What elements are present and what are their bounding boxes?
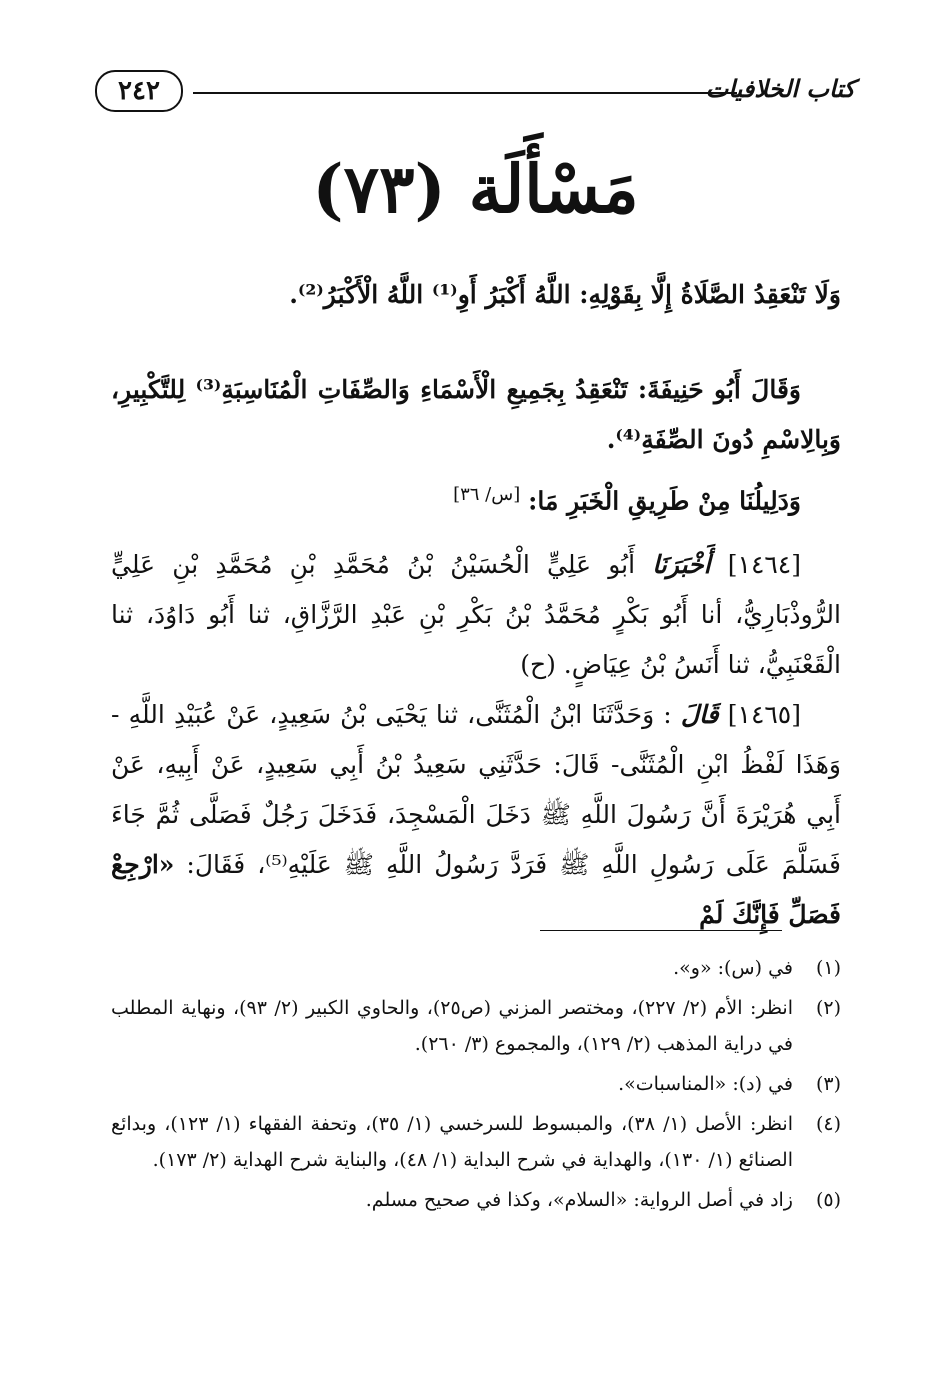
footnote-text: في (د): «المناسبات». — [618, 1073, 793, 1095]
hadith-keyword: أَخْبَرَنَا — [652, 550, 711, 579]
header-rule — [193, 92, 737, 94]
hadith-keyword: قَالَ — [680, 700, 719, 729]
footnote-text: زاد في أصل الرواية: «السلام»، وكذا في صحيح مسلم. — [365, 1189, 793, 1211]
footnote-text: في (س): «و». — [673, 957, 793, 979]
manuscript-marker: [س/ ٣٦] — [453, 484, 521, 505]
hadith-number: [١٤٦٥] — [727, 700, 801, 729]
running-header — [95, 70, 855, 114]
footnote-number: (٤) — [815, 1113, 841, 1135]
abu-hanifa-paragraph — [111, 365, 841, 465]
footnotes — [111, 950, 841, 1222]
footnote — [111, 1106, 841, 1178]
footnote-text: انظر: الأصل (١/ ٣٨)، والمبسوط للسرخسي (١/ ٣٥)، وتحفة الفقهاء (١/ ١٢٣)، وبدائع الصنائع (١/ ١٣٠)، والهداية في شرح البداية (١/ ٤٨)، والبناية شرح الهداية (٢/ ١٧٣). — [111, 1113, 793, 1171]
evidence-intro — [111, 470, 841, 526]
footnote-number: (١) — [815, 957, 841, 979]
evidence-text: وَدَلِيلُنَا مِنْ طَرِيقِ الْخَبَرِ مَا: — [528, 486, 801, 516]
issue-title: مَسْأَلَة (٧٣) — [312, 150, 639, 228]
hadith-1465 — [111, 690, 841, 940]
footnote — [111, 1066, 841, 1102]
footnote-number: (٣) — [815, 1073, 841, 1095]
footnote-number: (٢) — [815, 997, 841, 1019]
footnote-text: انظر: الأم (٢/ ٢٢٧)، ومختصر المزني (ص٢٥)، والحاوي الكبير (٢/ ٩٣)، ونهاية المطلب في دراية المذهب (٢/ ١٢٩)، والمجموع (٣/ ٢٦٠). — [111, 997, 793, 1055]
hadith-text: : وَحَدَّثَنَا ابْنُ الْمُثَنَّى، ثنا يَحْيَى بْنُ سَعِيدٍ، عَنْ عُبَيْدِ اللَّهِ - وَهَذَا لَفْظُ ابْنِ الْمُثَنَّى- قَالَ: حَدَّثَنِي سَعِيدُ بْنُ أَبِي سَعِيدٍ، عَنْ أَبِيهِ، عَنْ أَبِي هُرَيْرَةَ أَنَّ رَسُولَ اللَّهِ ﷺ دَخَلَ الْمَسْجِدَ، فَدَخَلَ رَجُلٌ فَصَلَّى ثُمَّ جَاءَ فَسَلَّمَ عَلَى رَسُولِ اللَّهِ ﷺ فَرَدَّ رَسُولُ اللَّهِ ﷺ عَلَيْهِ⁽⁵⁾، فَقَالَ: — [111, 700, 841, 879]
page-number: ٢٤٢ — [95, 70, 183, 112]
hadith-number: [١٤٦٤] — [727, 550, 801, 579]
book-title: كتاب الخلافيات — [705, 74, 855, 103]
statement-text: وَلَا تَنْعَقِدُ الصَّلَاةُ إِلَّا بِقَوْلِهِ: اللَّهُ أَكْبَرُ أَوِ⁽¹⁾ اللَّهُ الْأَكْبَرُ⁽²⁾. — [289, 280, 841, 309]
hadith-chain: أَبُو عَلِيٍّ الْحُسَيْنُ بْنُ مُحَمَّدِ بْنِ مُحَمَّدِ بْنِ عَلِيٍّ الرُّوذْبَارِيُّ، أنا أَبُو بَكْرٍ مُحَمَّدُ بْنُ بَكْرِ بْنِ عَبْدِ الرَّزَّاقِ، ثنا أَبُو دَاوُدَ، ثنا الْقَعْنَبِيُّ، ثنا أَنَسُ بْنُ عِيَاضٍ. (ح) — [111, 550, 841, 679]
hadith-quote: «ارْجِعْ فَصَلِّ فَإِنَّكَ لَمْ — [111, 850, 841, 929]
footnote — [111, 1182, 841, 1218]
abu-hanifa-text: وَقَالَ أَبُو حَنِيفَةَ: تَنْعَقِدُ بِجَمِيعِ الْأَسْمَاءِ وَالصِّفَاتِ الْمُنَاسِبَةِ⁽³⁾ لِلتَّكْبِيرِ، وَبِالِاسْمِ دُونَ الصِّفَةِ⁽⁴⁾. — [111, 375, 841, 454]
footnote-number: (٥) — [815, 1189, 841, 1211]
hadith-1464 — [111, 540, 841, 690]
issue-statement — [111, 270, 841, 320]
footnote — [111, 950, 841, 986]
footnote — [111, 990, 841, 1062]
footnote-separator — [540, 930, 782, 931]
